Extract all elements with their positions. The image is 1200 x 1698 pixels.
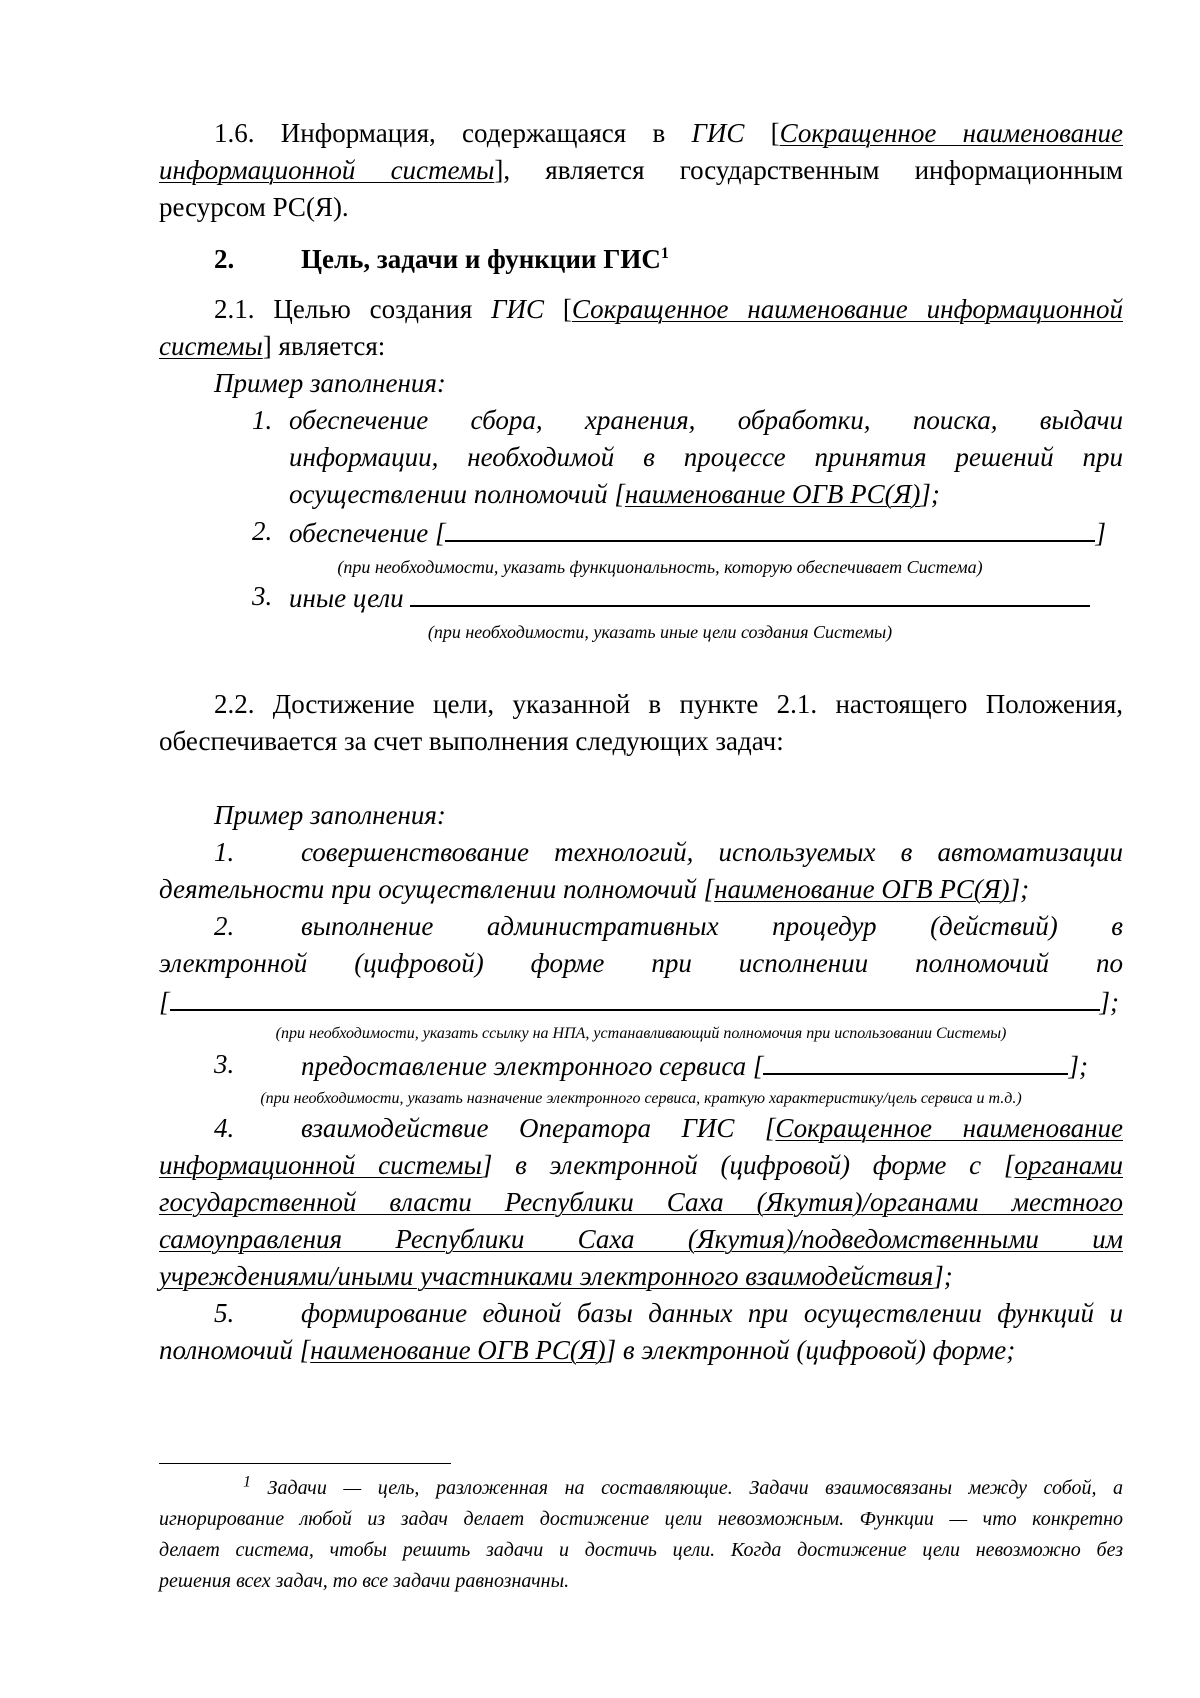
task-1-line-1: совершенствование технологий, используемых в автоматизации [301,837,1123,867]
task-4-line-5 [159,1257,1123,1295]
gis-abbr: ГИС [691,118,745,148]
list-num: 2. [252,516,273,546]
p21-line-1 [214,290,1123,328]
goal-1-line-2: информации, необходимой в процессе принятия решений при [289,442,1123,472]
list-num: 4. [214,1113,235,1143]
footnote-line-4: решения всех задач, то все задачи равнозначны. [159,1570,570,1592]
text: предоставление электронного сервиса [ [301,1051,764,1081]
text: ]; [1068,1051,1088,1081]
goal-3-note: (при необходимости, указать иные цели создания Системы) [427,622,893,642]
text: 2.1. Целью создания [214,294,473,324]
text: ] [1095,518,1106,548]
text: деятельности при осуществлении полномочий [ [159,874,715,904]
p22-line-2: обеспечивается за счет выполнения следующих задач: [159,726,784,756]
placeholder-system-name: Сокращенное наименование [779,118,1124,148]
footnote-line-1 [243,1473,1123,1504]
text: Задачи — цель, разложенная на составляющие. Задачи взаимосвязаны между собой, а [267,1477,1124,1499]
bracket: [ [562,294,572,324]
task-2-line-2: электронной (цифровой) форме при исполнении полномочий по [159,948,1123,978]
text: ] в электронной (цифровой) форме; [605,1335,1016,1365]
footnote-mark: 1 [243,1473,251,1491]
text: 1.6. Информация, содержащаяся в [214,118,666,148]
text: иные цели [289,583,404,613]
placeholder-system-name: информационной системы [159,1150,482,1180]
footnote-separator [159,1463,451,1464]
goal-1-line-1: обеспечение сбора, хранения, обработки, поиска, выдачи [289,405,1123,435]
placeholder-participants: органами [1014,1150,1124,1180]
task-2-note: (при необходимости, указать ссылку на НПА, устанавливающий полномочия при использовании Системы) [275,1025,1007,1042]
placeholder-system-name: информационной системы [159,155,495,185]
text: ]; [933,1261,953,1291]
text: ] является: [262,331,386,361]
task-5-line-2 [159,1331,1123,1369]
gis-abbr: ГИС [491,294,545,324]
task-5-line-1: формирование единой базы данных при осуществлении функций и [301,1298,1123,1328]
example-label: Пример заполнения: [214,368,446,398]
text: ]; [1009,874,1030,904]
task-4-line-3: государственной власти Республики Саха (Якутия)/органами местного [159,1187,1123,1217]
text: ]; [920,479,940,509]
p16-line-1 [214,114,1123,152]
text: обеспечение [ [289,518,446,548]
task-2-line-1: выполнение административных процедур (действий) в [301,911,1123,941]
text: осуществлении полномочий [ [289,479,625,509]
text: ], является государственным информационным [494,155,1123,185]
text: ] в электронной (цифровой) форме с [ [481,1150,1015,1180]
fill-in-blank[interactable] [763,1045,1068,1075]
fill-in-blank[interactable] [410,577,1090,607]
task-4-line-4: самоуправления Республики Саха (Якутия)/подведомственными им [159,1224,1123,1254]
list-num: 1. [214,837,235,867]
list-num: 5. [214,1298,235,1328]
text: ]; [1099,987,1120,1017]
placeholder-ogv-name: наименование ОГВ РС(Я) [714,874,1010,904]
footnote-line-3: делает система, чтобы решить задачи и достичь цели. Когда достижение цели невозможно без [159,1539,1123,1561]
fill-in-blank[interactable] [445,512,1095,542]
task-4-line-1 [301,1109,1123,1147]
placeholder-system-name: Сокращенное наименование информационной [571,294,1124,324]
p16-line-2 [159,151,1123,189]
footnote-ref[interactable]: 1 [660,245,669,262]
task-4-line-2 [159,1146,1123,1184]
section-number: 2. [214,244,235,274]
section-title [301,240,901,278]
goal-3-line [289,577,1123,617]
list-num: 3. [214,1049,235,1079]
list-num: 2. [214,911,235,941]
goal-2-line [289,512,1123,552]
placeholder-ogv-name: наименование ОГВ РС(Я) [624,479,921,509]
list-num: 3. [252,581,273,611]
task-1-line-2 [159,870,1123,908]
placeholder-system-name: Сокращенное наименование [775,1113,1123,1143]
placeholder-ogv-name: наименование ОГВ РС(Я) [310,1335,606,1365]
bracket: [ [770,118,780,148]
list-num: 1. [252,405,273,435]
fill-in-blank[interactable] [170,981,1100,1011]
task-2-line-3 [159,981,1123,1021]
text: [ [159,987,170,1017]
p22-line-1: 2.2. Достижение цели, указанной в пункте 2.1. настоящего Положения, [214,689,1123,719]
task-3-note: (при необходимости, указать назначение электронного сервиса, краткую характеристику/цель сервиса и т.д.) [260,1090,1022,1107]
goal-2-note: (при необходимости, указать функциональность, которую обеспечивает Система) [337,557,983,577]
example-label: Пример заполнения: [214,800,446,830]
task-3-line [301,1045,1123,1085]
text: полномочий [ [159,1335,311,1365]
placeholder-participants: учреждениями/иными участниками электронного взаимодействия [159,1261,934,1291]
placeholder-system-name: системы [159,331,263,361]
text: взаимодействие Оператора ГИС [ [301,1113,776,1143]
section-title-text: Цель, задачи и функции ГИС [301,244,661,274]
p21-line-2 [159,327,1123,365]
footnote-line-2: игнорирование любой из задач делает достижение цели невозможным. Функции — что конкретно [159,1508,1123,1530]
goal-1-line-3 [289,475,1123,513]
p16-line-3: ресурсом РС(Я). [159,192,349,222]
